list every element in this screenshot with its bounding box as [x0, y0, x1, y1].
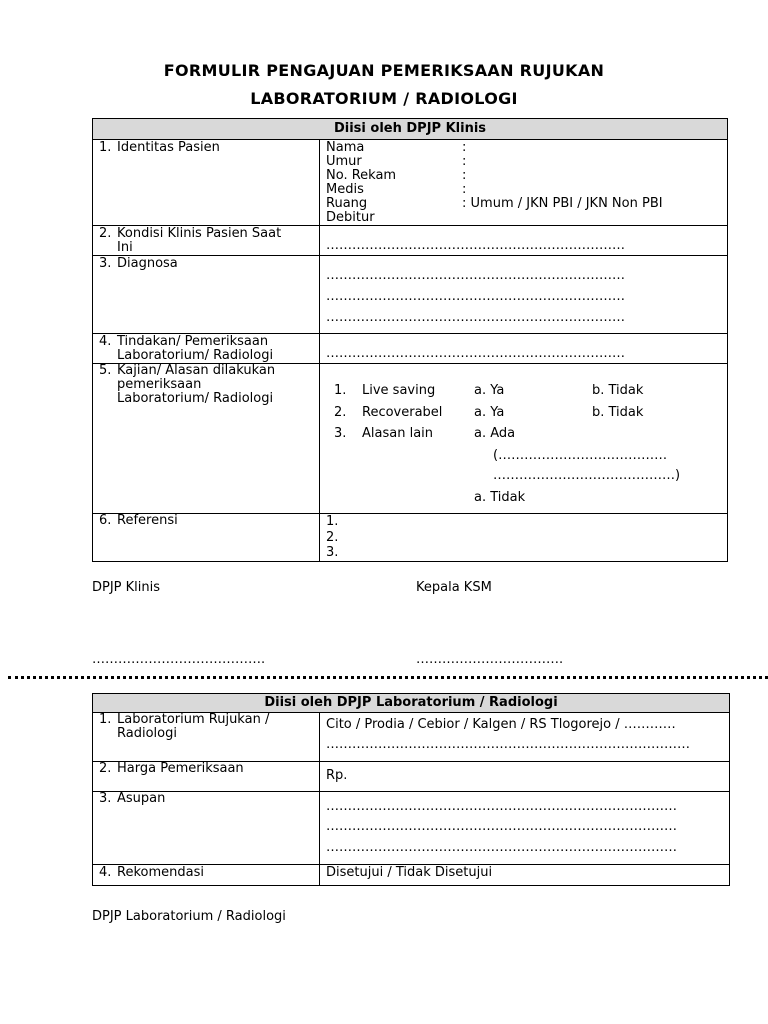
kajian-item1-num: 1. [334, 383, 347, 398]
asupan-field-cell [320, 792, 730, 865]
referensi-label: Referensi [117, 513, 178, 528]
kondisi-num: 2. [99, 226, 112, 241]
dpjp-klinis-table [92, 118, 728, 562]
harga-field-cell[interactable] [320, 762, 730, 792]
kajian-alasan-paren-1[interactable]: (………………………………… [493, 448, 668, 463]
field-nama[interactable]: Nama : [326, 140, 467, 155]
dpjp-klinis-sign-label: DPJP Klinis [92, 580, 161, 595]
referensi-item-2[interactable]: 2. [326, 529, 339, 545]
field-medis[interactable]: Medis : [326, 182, 467, 197]
field-umur[interactable]: Umur : [326, 154, 467, 169]
harga-label: Harga Pemeriksaan [117, 761, 244, 776]
kajian-item2-num: 2. [334, 405, 347, 420]
dpjp-klinis-header: Diisi oleh DPJP Klinis [93, 119, 728, 140]
asupan-num: 3. [99, 791, 112, 806]
diagnosa-dots-3[interactable]: …………………………………………………………… [326, 311, 625, 325]
kajian-label-cell [93, 364, 320, 514]
tindakan-label-cell [93, 334, 320, 364]
form-title-line1: FORMULIR PENGAJUAN PEMERIKSAAN RUJUKAN [163, 61, 605, 80]
diagnosa-dots-1[interactable]: …………………………………………………………… [326, 269, 625, 283]
asupan-dots-1[interactable]: ……………………………………………………………………… [326, 800, 677, 814]
field-debitur[interactable]: Debitur [326, 210, 375, 225]
kondisi-label-cont: Ini [117, 240, 133, 255]
dpjp-klinis-sign-line[interactable]: …………………………………. [92, 652, 266, 667]
tindakan-label-cont: Laboratorium/ Radiologi [117, 348, 274, 363]
referensi-item-3[interactable]: 3. [326, 545, 339, 560]
kajian-label-cont2: Laboratorium/ Radiologi [117, 391, 274, 406]
tindakan-dots[interactable]: …………………………………………………………… [326, 346, 625, 361]
asupan-label: Asupan [117, 791, 166, 806]
asupan-dots-2[interactable]: ……………………………………………………………………… [326, 820, 677, 834]
kajian-item1-opt-a[interactable]: a. Ya [474, 383, 505, 398]
referensi-num: 6. [99, 513, 112, 528]
harga-num: 2. [99, 761, 112, 776]
kondisi-field-cell[interactable] [320, 226, 728, 256]
kajian-label-cont1: pemeriksaan [117, 377, 202, 392]
kajian-item2-opt-b[interactable]: b. Tidak [592, 405, 644, 420]
harga-value[interactable]: Rp. [326, 768, 348, 783]
kajian-alasan-paren-2[interactable]: ……………………………………) [493, 468, 681, 483]
rekomendasi-label-cell [93, 865, 320, 886]
referensi-label-cell [93, 514, 320, 562]
kajian-item3-opt-a[interactable]: a. Ada [474, 426, 516, 441]
identitas-label: Identitas Pasien [117, 140, 220, 155]
diagnosa-num: 3. [99, 256, 112, 271]
asupan-label-cell [93, 792, 320, 865]
lab-rujukan-label: Laboratorium Rujukan / [117, 712, 270, 727]
field-ruang[interactable]: Ruang : Umum / JKN PBI / JKN Non PBI [326, 196, 663, 211]
form-title-line2: LABORATORIUM / RADIOLOGI [250, 89, 518, 108]
diagnosa-label: Diagnosa [117, 256, 178, 271]
kajian-item3-opt-tidak[interactable]: a. Tidak [474, 490, 526, 505]
identitas-num: 1. [99, 140, 112, 155]
diagnosa-dots-2[interactable]: …………………………………………………………… [326, 290, 625, 304]
kajian-label: Kajian/ Alasan dilakukan [117, 363, 276, 378]
kajian-item1-name: Live saving [362, 383, 436, 398]
kajian-num: 5. [99, 363, 112, 378]
kajian-item1-opt-b[interactable]: b. Tidak [592, 383, 644, 398]
kondisi-label-cell [93, 226, 320, 256]
tindakan-label: Tindakan/ Pemeriksaan [117, 334, 269, 349]
rekomendasi-num: 4. [99, 865, 112, 880]
dpjp-lab-header: Diisi oleh DPJP Laboratorium / Radiologi [93, 694, 730, 713]
rekomendasi-label: Rekomendasi [117, 865, 204, 880]
rekomendasi-field-cell[interactable] [320, 865, 730, 886]
lab-rujukan-num: 1. [99, 712, 112, 727]
tindakan-field-cell[interactable] [320, 334, 728, 364]
kajian-item2-opt-a[interactable]: a. Ya [474, 405, 505, 420]
kajian-item2-name: Recoverabel [362, 405, 443, 420]
harga-label-cell [93, 762, 320, 792]
cut-separator [8, 676, 768, 679]
referensi-item-1[interactable]: 1. [326, 514, 339, 529]
identitas-fields-cell [320, 140, 728, 226]
kondisi-dots[interactable]: …………………………………………………………… [326, 238, 625, 253]
kepala-ksm-sign-label: Kepala KSM [416, 580, 492, 595]
diagnosa-field-cell[interactable] [320, 256, 728, 334]
dpjp-lab-sign-label: DPJP Laboratorium / Radiologi [92, 909, 286, 924]
kepala-ksm-sign-line[interactable]: ……………………………. [416, 652, 564, 667]
dpjp-lab-table [92, 693, 730, 886]
kondisi-label: Kondisi Klinis Pasien Saat [117, 226, 282, 241]
referensi-field-cell [320, 514, 728, 562]
field-no-rekam[interactable]: No. Rekam : [326, 168, 467, 183]
lab-rujukan-field-cell [320, 713, 730, 762]
diagnosa-label-cell [93, 256, 320, 334]
asupan-dots-3[interactable]: ……………………………………………………………………… [326, 841, 677, 855]
lab-rujukan-label-cell [93, 713, 320, 762]
kajian-item3-num: 3. [334, 426, 347, 441]
tindakan-num: 4. [99, 334, 112, 349]
lab-rujukan-dots[interactable]: ………………………………………………………………………… [326, 738, 690, 752]
kajian-field-cell [320, 364, 728, 514]
lab-rujukan-options[interactable]: Cito / Prodia / Cebior / Kalgen / RS Tlogorejo / ………… [326, 717, 676, 732]
lab-rujukan-label-cont: Radiologi [117, 726, 177, 741]
kajian-item3-name: Alasan lain [362, 426, 434, 441]
identitas-label-cell [93, 140, 320, 226]
rekomendasi-value[interactable]: Disetujui / Tidak Disetujui [326, 865, 493, 880]
